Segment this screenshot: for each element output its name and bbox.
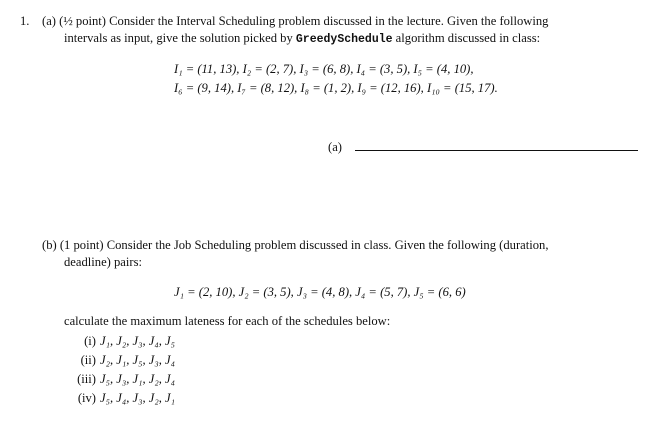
part-b-prompt-line2: deadline) pairs: — [64, 255, 142, 269]
schedule-order: J₅, J₄, J₃, J₂, J₁ — [100, 391, 176, 405]
schedule-label: (ii) — [80, 353, 96, 367]
part-b-prompt-line1: (b) (1 point) Consider the Job Scheduling problem discussed in class. Given the following (duration, — [42, 238, 549, 252]
question-number: 1. — [20, 14, 30, 28]
part-a-prompt-text: intervals as input, give the solution picked by — [64, 31, 296, 45]
schedule-item — [64, 353, 175, 368]
schedule-item — [64, 372, 175, 387]
part-b-instruction: calculate the maximum lateness for each of the schedules below: — [64, 314, 391, 328]
schedule-order: J₁, J₂, J₃, J₄, J₅ — [100, 334, 176, 348]
schedule-label: (iv) — [77, 391, 96, 405]
part-a-prompt-line1: (a) (½ point) Consider the Interval Scheduling problem discussed in the lecture. Given the following — [42, 14, 549, 28]
schedule-item — [64, 391, 175, 406]
algorithm-name: GreedySchedule — [295, 33, 393, 46]
interval-list-line2: I₆ = (9, 14), I₇ = (8, 12), I₈ = (1, 2), I₉ = (12, 16), I₁₀ = (15, 17). — [174, 81, 498, 95]
schedule-label: (i) — [84, 334, 96, 348]
answer-label: (a) — [328, 140, 342, 154]
job-pairs: J₁ = (2, 10), J₂ = (3, 5), J₃ = (4, 8), J₄ = (5, 7), J₅ = (6, 6) — [174, 285, 466, 299]
schedule-order: J₂, J₁, J₅, J₃, J₄ — [100, 353, 176, 367]
schedule-item — [64, 334, 175, 349]
answer-blank-line[interactable] — [355, 150, 638, 151]
part-a-prompt-tail: algorithm discussed in class: — [392, 31, 541, 45]
part-a-prompt-line2 — [64, 31, 540, 46]
schedule-label: (iii) — [77, 372, 96, 386]
interval-list-line1: I₁ = (11, 13), I₂ = (2, 7), I₃ = (6, 8), I₄ = (3, 5), I₅ = (4, 10), — [174, 62, 474, 76]
schedule-order: J₅, J₃, J₁, J₂, J₄ — [100, 372, 176, 386]
